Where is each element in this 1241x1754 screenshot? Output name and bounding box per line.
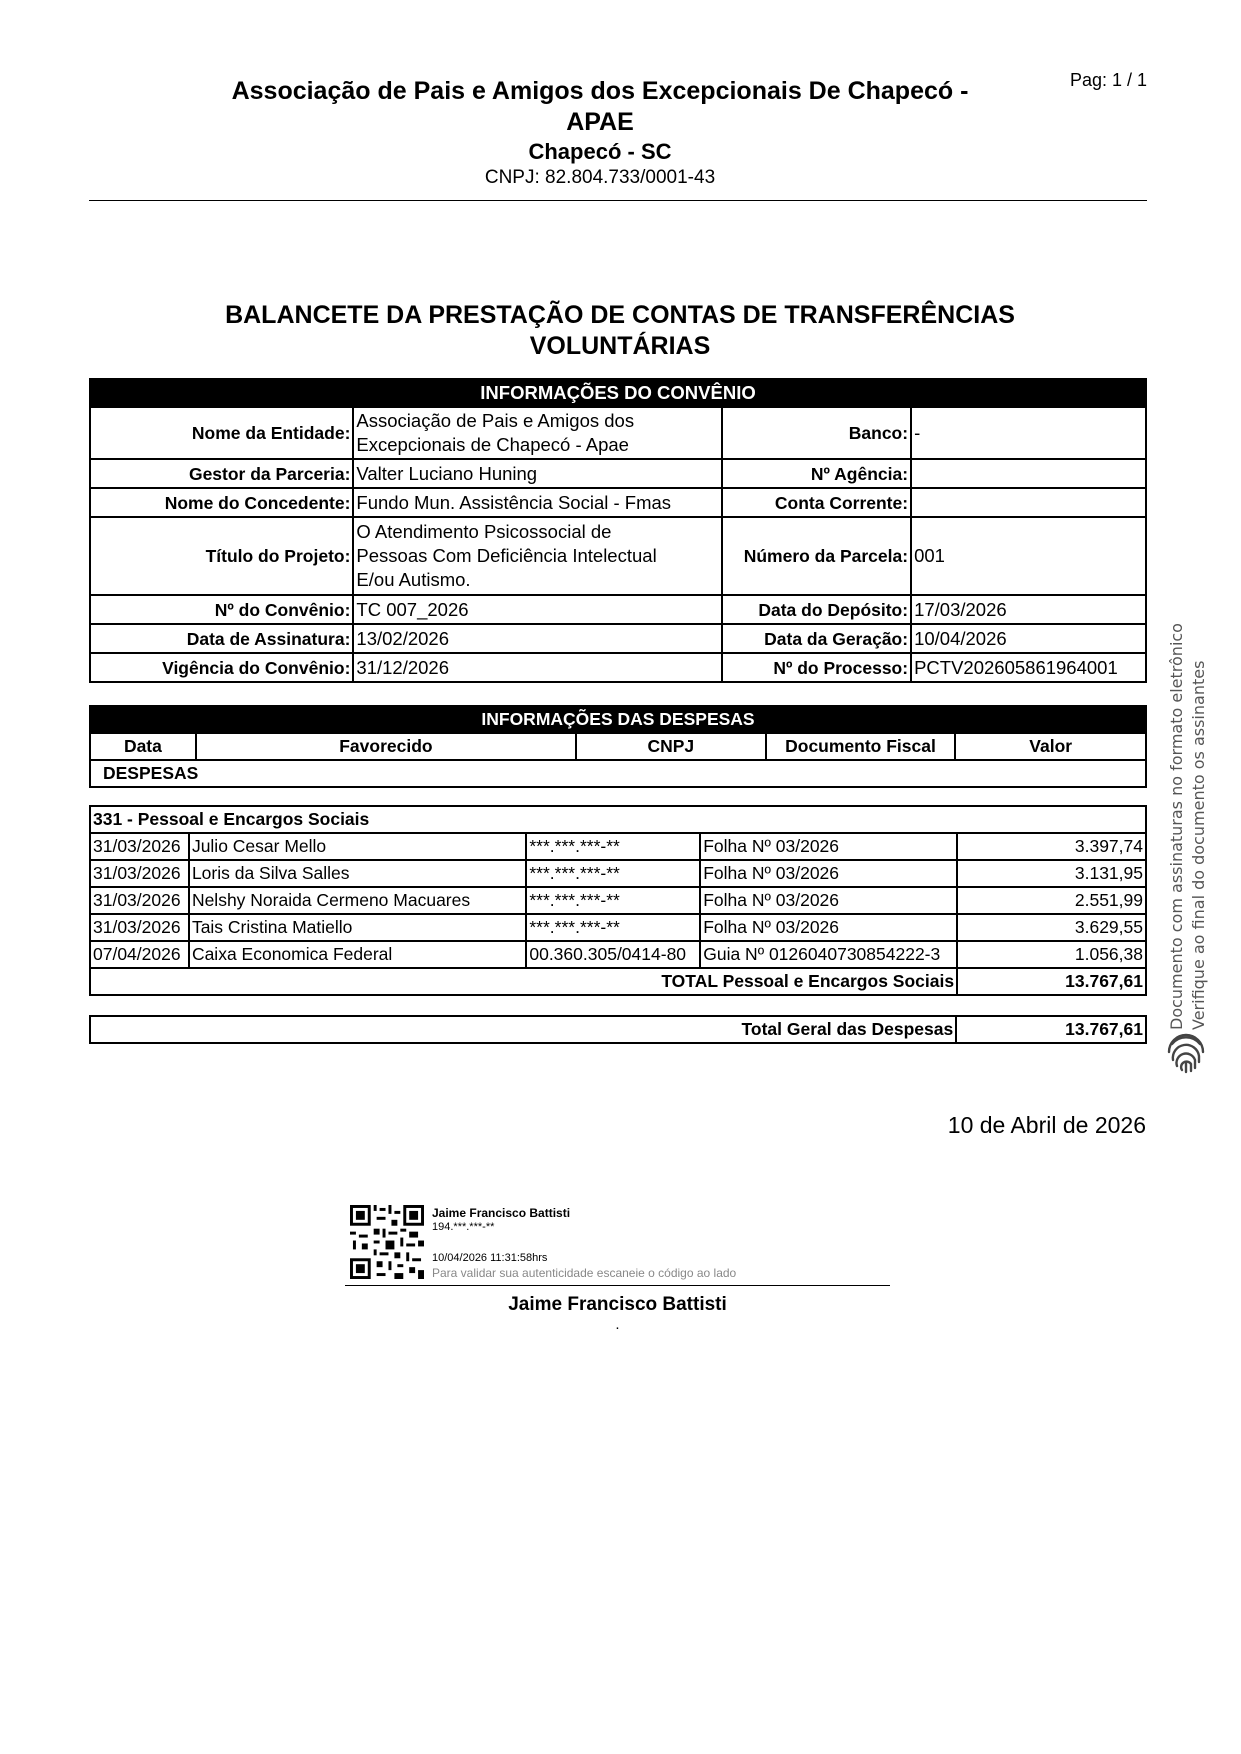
- vigencia-label: Vigência do Convênio:: [90, 653, 353, 682]
- concedente-value: Fundo Mun. Assistência Social - Fmas: [353, 488, 722, 517]
- assinatura-value: 13/02/2026: [353, 624, 722, 653]
- row-valor: 3.629,55: [957, 914, 1146, 941]
- signer-role: .: [615, 1316, 620, 1333]
- row-valor: 1.056,38: [957, 941, 1146, 968]
- parcela-value: 001: [911, 517, 1146, 595]
- vigencia-value: 31/12/2026: [353, 653, 722, 682]
- col-documento-header: Documento Fiscal: [766, 733, 956, 760]
- col-favorecido-header: Favorecido: [196, 733, 576, 760]
- signature-validation-hint: Para validar sua autenticidade escaneie o código ao lado: [432, 1266, 737, 1280]
- row-favorecido: Loris da Silva Salles: [189, 860, 526, 887]
- nome-entidade-line2: Excepcionais de Chapecó - Apae: [356, 434, 629, 455]
- row-documento: Folha Nº 03/2026: [700, 887, 957, 914]
- fingerprint-icon: [1164, 1030, 1208, 1074]
- assinatura-label: Data de Assinatura:: [90, 624, 353, 653]
- agencia-value: [911, 459, 1146, 488]
- grand-total-label: Total Geral das Despesas: [90, 1016, 956, 1043]
- document-title-line1: BALANCETE DA PRESTAÇÃO DE CONTAS DE TRANSFERÊNCIAS: [225, 301, 1015, 329]
- row-favorecido: Caixa Economica Federal: [189, 941, 526, 968]
- row-documento: Folha Nº 03/2026: [700, 833, 957, 860]
- geracao-label: Data da Geração:: [722, 624, 911, 653]
- agencia-label: Nº Agência:: [722, 459, 911, 488]
- side-stamp-line2: Verifique ao final do documento os assinantes: [1189, 660, 1208, 1030]
- organization-name-line1: Associação de Pais e Amigos dos Excepcionais De Chapecó -: [231, 77, 969, 105]
- document-title: [150, 300, 1090, 362]
- expenses-header-table: [89, 705, 1147, 788]
- row-cnpj: 00.360.305/0414-80: [526, 941, 700, 968]
- group-total-value: 13.767,61: [957, 968, 1146, 995]
- table-row: [90, 941, 1146, 968]
- header-divider: [89, 200, 1147, 201]
- table-row: [90, 914, 1146, 941]
- conta-value: [911, 488, 1146, 517]
- titulo-label: Título do Projeto:: [90, 517, 353, 595]
- organization-cnpj: CNPJ: 82.804.733/0001-43: [484, 167, 716, 188]
- row-valor: 3.131,95: [957, 860, 1146, 887]
- deposito-value: 17/03/2026: [911, 595, 1146, 624]
- row-cnpj: ***.***.***-**: [526, 860, 700, 887]
- col-valor-header: Valor: [955, 733, 1146, 760]
- signature-timestamp: 10/04/2026 11:31:58hrs: [432, 1252, 548, 1264]
- row-date: 31/03/2026: [90, 860, 189, 887]
- organization-name-line2: APAE: [566, 108, 634, 136]
- document-date: 10 de Abril de 2026: [947, 1112, 1146, 1138]
- row-valor: 3.397,74: [957, 833, 1146, 860]
- organization-name: [190, 76, 1010, 138]
- group-total-label: TOTAL Pessoal e Encargos Sociais: [90, 968, 957, 995]
- electronic-signature-stamp: [1160, 590, 1210, 1030]
- convenio-info-table: [89, 378, 1147, 683]
- gestor-label: Gestor da Parceria:: [90, 459, 353, 488]
- conta-label: Conta Corrente:: [722, 488, 911, 517]
- side-stamp-line1: Documento com assinaturas no formato eletrônico: [1167, 623, 1186, 1030]
- row-cnpj: ***.***.***-**: [526, 833, 700, 860]
- grand-total-table: [89, 1015, 1147, 1044]
- expense-group-title: 331 - Pessoal e Encargos Sociais: [90, 806, 1146, 833]
- row-date: 31/03/2026: [90, 887, 189, 914]
- banco-label: Banco:: [722, 407, 911, 459]
- titulo-line3: E/ou Autismo.: [356, 569, 471, 590]
- row-documento: Folha Nº 03/2026: [700, 914, 957, 941]
- row-cnpj: ***.***.***-**: [526, 887, 700, 914]
- table-row: [90, 833, 1146, 860]
- convenio-value: TC 007_2026: [353, 595, 722, 624]
- row-favorecido: Tais Cristina Matiello: [189, 914, 526, 941]
- row-documento: Guia Nº 0126040730854222-3: [700, 941, 957, 968]
- convenio-label: Nº do Convênio:: [90, 595, 353, 624]
- table-row: [90, 860, 1146, 887]
- document-title-line2: VOLUNTÁRIAS: [529, 332, 711, 360]
- grand-total-value: 13.767,61: [956, 1016, 1146, 1043]
- nome-entidade-label: Nome da Entidade:: [90, 407, 353, 459]
- titulo-line1: O Atendimento Psicossocial de: [356, 521, 612, 542]
- row-favorecido: Nelshy Noraida Cermeno Macuares: [189, 887, 526, 914]
- signature-line: [345, 1285, 890, 1286]
- col-data-header: Data: [90, 733, 196, 760]
- deposito-label: Data do Depósito:: [722, 595, 911, 624]
- expenses-heading: INFORMAÇÕES DAS DESPESAS: [90, 706, 1146, 733]
- col-cnpj-header: CNPJ: [576, 733, 766, 760]
- geracao-value: 10/04/2026: [911, 624, 1146, 653]
- expenses-table: [89, 805, 1147, 996]
- processo-value: PCTV202605861964001: [911, 653, 1146, 682]
- row-date: 31/03/2026: [90, 833, 189, 860]
- banco-value: -: [911, 407, 1146, 459]
- signature-name: Jaime Francisco Battisti: [432, 1206, 571, 1220]
- row-date: 31/03/2026: [90, 914, 189, 941]
- processo-label: Nº do Processo:: [722, 653, 911, 682]
- signature-id: 194.***.***-**: [432, 1221, 495, 1233]
- nome-entidade-value: [353, 407, 722, 459]
- organization-city: Chapecó - SC: [528, 139, 672, 164]
- titulo-value: [353, 517, 722, 595]
- despesas-label: DESPESAS: [90, 760, 1146, 787]
- row-cnpj: ***.***.***-**: [526, 914, 700, 941]
- nome-entidade-line1: Associação de Pais e Amigos dos: [356, 410, 635, 431]
- signer-name: Jaime Francisco Battisti: [508, 1294, 727, 1315]
- table-row: [90, 887, 1146, 914]
- page-number: Pag: 1 / 1: [1070, 70, 1148, 90]
- row-date: 07/04/2026: [90, 941, 189, 968]
- gestor-value: Valter Luciano Huning: [353, 459, 722, 488]
- row-favorecido: Julio Cesar Mello: [189, 833, 526, 860]
- concedente-label: Nome do Concedente:: [90, 488, 353, 517]
- convenio-info-heading: INFORMAÇÕES DO CONVÊNIO: [90, 379, 1146, 407]
- qr-code-icon: [350, 1205, 424, 1279]
- row-valor: 2.551,99: [957, 887, 1146, 914]
- row-documento: Folha Nº 03/2026: [700, 860, 957, 887]
- titulo-line2: Pessoas Com Deficiência Intelectual: [356, 545, 657, 566]
- parcela-label: Número da Parcela:: [722, 517, 911, 595]
